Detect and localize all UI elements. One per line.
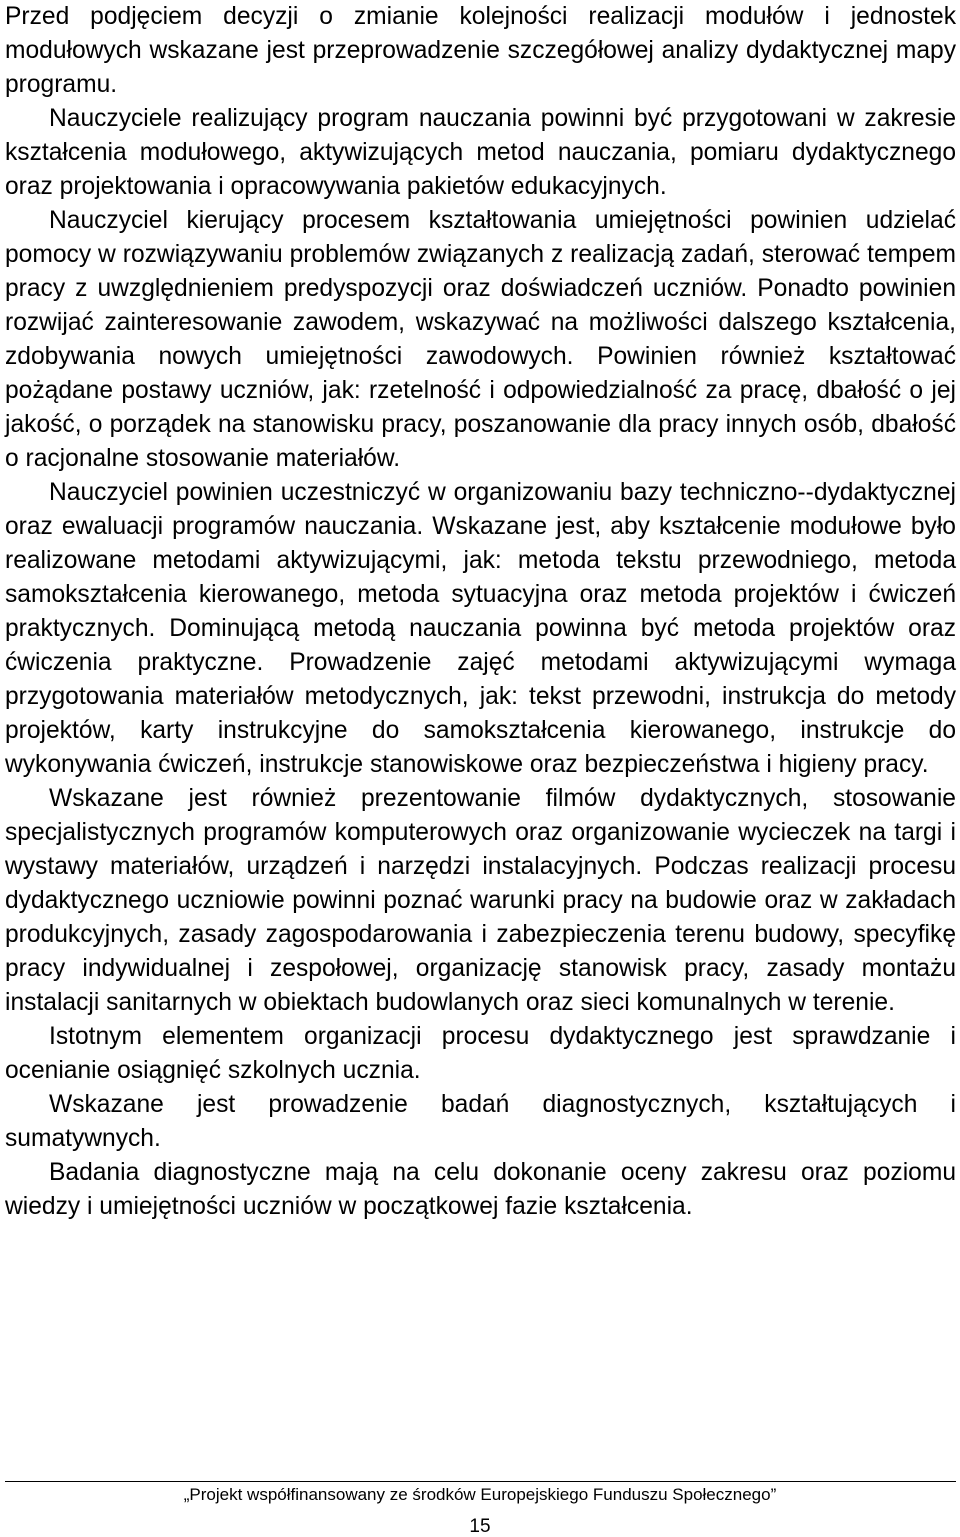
paragraph: Nauczyciel kierujący procesem kształtowania umiejętności powinien udzielać pomocy w rozwiązywaniu problemów związanych z realizacją zadań, sterować tempem pracy z uwzględnieniem predyspozycji oraz doświadczeń uczniów. Ponadto powinien rozwijać zainteresowanie zawodem, wskazywać na możliwości dalszego kształcenia, zdobywania nowych umiejętności zawodowych. Powinien również kształtować pożądane postawy uczniów, jak: rzetelność i odpowiedzialność za pracę, dbałość o jej jakość, o porządek na stanowisku pracy, poszanowanie dla pracy innych osób, dbałość o racjonalne stosowanie materiałów. (5, 207, 956, 472)
paragraph: Badania diagnostyczne mają na celu dokonanie oceny zakresu oraz poziomu wiedzy i umiejętności uczniów w początkowej fazie kształcenia. (5, 1159, 956, 1220)
paragraph: Wskazane jest również prezentowanie filmów dydaktycznych, stosowanie specjalistycznych programów komputerowych oraz organizowanie wycieczek na targi i wystawy materiałów, urządzeń i narzędzi instalacyjnych. Podczas realizacji procesu dydaktycznego uczniowie powinni poznać warunki pracy na budowie oraz w zakładach produkcyjnych, zasady zagospodarowania i zabezpieczenia terenu budowy, specyfikę pracy indywidualnej i zespołowej, organizację stanowisk pracy, zasady montażu instalacji sanitarnych w obiektach budowlanych oraz sieci komunalnych w terenie. (5, 785, 956, 1016)
paragraph: Nauczyciel powinien uczestniczyć w organizowaniu bazy techniczno--dydaktycznej oraz ewaluacji programów nauczania. Wskazane jest, aby kształcenie modułowe było realizowane metodami aktywizującymi, jak: metoda tekstu przewodniego, metoda samokształcenia kierowanego, metoda sytuacyjna oraz metoda projektów i ćwiczeń praktycznych. Dominującą metodą nauczania powinna być metoda projektów oraz ćwiczenia praktyczne. Prowadzenie zajęć metodami aktywizującymi wymaga przygotowania materiałów metodycznych, jak: tekst przewodni, instrukcja do metody projektów, karty instrukcyjne do samokształcenia kierowanego, instrukcje do wykonywania ćwiczeń, instrukcje stanowiskowe oraz bezpieczeństwa i higieny pracy. (5, 479, 956, 778)
paragraph: Istotnym elementem organizacji procesu dydaktycznego jest sprawdzanie i ocenianie osiągnięć szkolnych ucznia. (5, 1023, 956, 1084)
paragraph: Przed podjęciem decyzji o zmianie kolejności realizacji modułów i jednostek modułowych wskazane jest przeprowadzenie szczegółowej analizy dydaktycznej mapy programu. (5, 3, 956, 98)
footer-divider (5, 1481, 956, 1482)
paragraph: Wskazane jest prowadzenie badań diagnostycznych, kształtujących i sumatywnych. (5, 1091, 956, 1152)
paragraph: Nauczyciele realizujący program nauczania powinni być przygotowani w zakresie kształcenia modułowego, aktywizujących metod nauczania, pomiaru dydaktycznego oraz projektowania i opracowywania pakietów edukacyjnych. (5, 105, 956, 200)
page-number: 15 (469, 1516, 491, 1537)
footer-funding-note: „Projekt współfinansowany ze środków Europejskiego Funduszu Społecznego” (183, 1485, 777, 1504)
document-body (5, 0, 956, 1224)
